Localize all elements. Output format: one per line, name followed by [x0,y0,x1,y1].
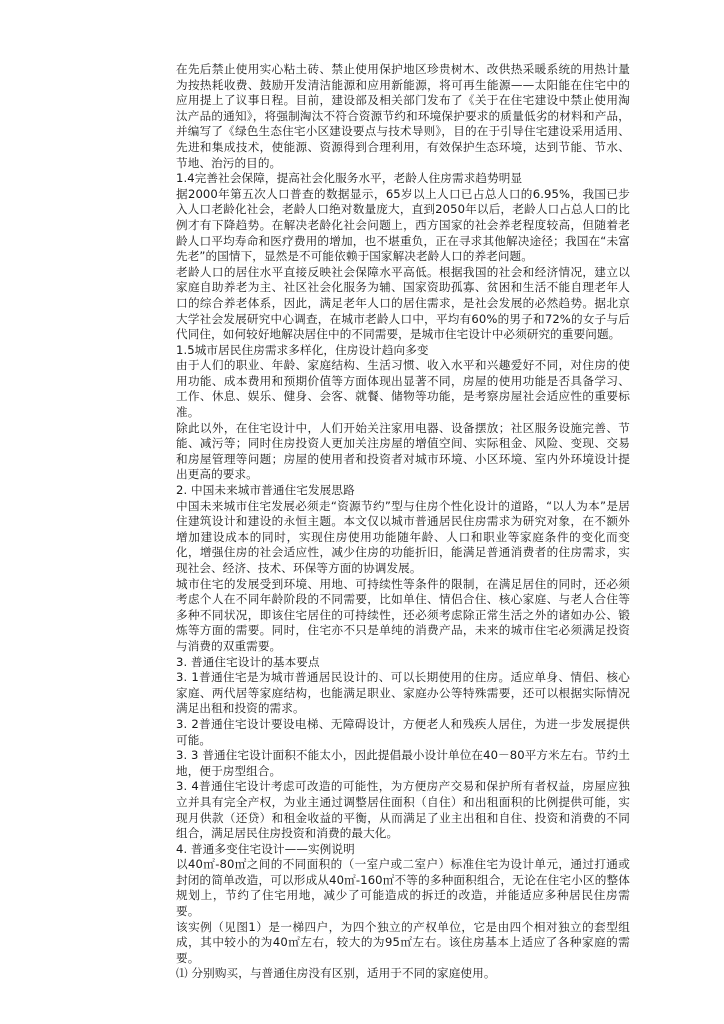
paragraph-elderly-housing: 老龄人口的居住水平直接反映社会保障水平高低。根据我国的社会和经济情况，建立以家庭自助养老为主、社区社会化服务为辅、国家资助孤寡、贫困和生活不能自理老年人口的综合养老体系，因此，满足老年人口的居住需求，是社会发展的必然趋势。据北京大学社会发展研究中心调查，在城市老龄人口中，平均有60%的男子和72%的女子与后代同住，如何较好地解决居住中的不同需要，是城市住宅设计中必须研究的重要问题。 [176,264,630,342]
paragraph-development-path: 中国未来城市住宅发展必须走“资源节约”型与住房个性化设计的道路，“以人为本”是居住建筑设计和建设的永恒主题。本文仅以城市普通居民住房需求为研究对象，在不额外增加建设成本的同时，实现住房使用功能随年龄、人口和职业等家庭条件的变化而变化，增强住房的社会适应性，减少住房的功能折旧，能满足普通消费者的住房需求，实现社会、经济、技术、环保等方面的协调发展。 [176,498,630,575]
paragraph-energy-saving: 在先后禁止使用实心粘土砖、禁止使用保护地区珍贵树木、改供热采暖系统的用热计量为按热耗收费、鼓励开发清洁能源和应用新能源，将可再生能源——太阳能在住宅中的应用提上了议事日程。目前，建设部及相关部门发布了《关于在住宅建设中禁止使用淘汰产品的通知》，将强制淘汰不符合资源节约和环境保护要求的质量低劣的材料和产品，并编写了《绿色生态住宅小区建设要点与技术导则》，目的在于引导住宅建设采用适用、先进和集成技术，使能源、资源得到合理利用，有效保护生态环境，达到节能、节水、节地、治污的目的。 [176,62,630,170]
paragraph-3-1: 3. 1普通住宅是为城市普通居民设计的、可以长期使用的住房。适应单身、情侣、核心家庭、两代居等家庭结构，也能满足职业、家庭办公等特殊需要，还可以根据实际情况满足出租和投资的需求。 [176,670,630,716]
heading-3: 3. 普通住宅设计的基本要点 [176,654,320,669]
paragraph-3-4: 3. 4普通住宅设计考虑可改造的可能性，为方便房产交易和保护所有者权益，房屋应独立并具有完全产权，为业主通过调整居住面积（自住）和出租面积的比例提供可能，实现月供款（还贷）和租金收益的平衡，从而满足了业主出租和自住、投资和消费的不同组合，满足居民住房投资和消费的最大化。 [176,779,630,841]
paragraph-census-aging: 据2000年第五次人口普查的数据显示，65岁以上人口已占总人口的6.95%，我国已步入人口老龄化社会，老龄人口绝对数量庞大，直到2050年以后，老龄人口占总人口的比例才有下降趋势。在解决老龄化社会问题上，西方国家的社会养老程度较高，但随着老龄人口平均寿命和医疗费用的增加，也不堪重负，正在寻求其他解决途径；我国在“未富先老”的国情下，显然是不可能依赖于国家解决老龄人口的养老问题。 [176,186,630,264]
heading-1-4: 1.4完善社会保障，提高社会化服务水平，老龄人住房需求趋势明显 [176,171,523,186]
paragraph-design-concerns: 除此以外，在住宅设计中，人们开始关注家用电器、设备摆放；社区服务设施完善、节能、减污等；同时住房投资人更加关注房屋的增值空间、实际租金、风险、变现、交易和房屋管理等问题；房屋的使用者和投资者对城市环境、小区环境、室内外环境设计提出更高的要求。 [176,420,630,482]
paragraph-example: 该实例（见图1）是一梯四户，为四个独立的产权单位，它是由四个相对独立的套型组成，其中较小的为40㎡左右，较大的为95㎡左右。该住房基本上适应了各种家庭的需要。 [176,919,630,965]
paragraph-design-unit: 以40㎡-80㎡之间的不同面积的（一室户或二室户）标准住宅为设计单元，通过打通或封闭的简单改造，可以形成从40㎡-160㎡不等的多种面积组合，无论在住宅小区的整体规划上，节约了住宅用地，减少了可能造成的拆迁的改造，并能适应多种居民住房需要。 [176,857,630,919]
document-body [176,62,630,982]
paragraph-3-3: 3. 3 普通住宅设计面积不能太小，因此提倡最小设计单位在40－80平方米左右。节约土地，便于房型组合。 [176,748,630,778]
heading-2: 2. 中国未来城市普通住宅发展思路 [176,483,355,498]
paragraph-3-2: 3. 2普通住宅设计要设电梯、无障碍设计，方便老人和残疾人居住，为进一步发展提供可能。 [176,716,630,747]
paragraph-housing-functions: 由于人们的职业、年龄、家庭结构、生活习惯、收入水平和兴趣爱好不同，对住房的使用功能、成本费用和预期价值等方面体现出显著不同，房屋的使用功能是否具备学习、工作、休息、娱乐、健身、会客、就餐、储物等功能，是考察房屋社会适应性的重要标准。 [176,358,630,420]
heading-4: 4. 普通多变住宅设计——实例说明 [176,841,355,856]
paragraph-constraints: 城市住宅的发展受到环境、用地、可持续性等条件的限制，在满足居住的同时，还必须考虑个人在不同年龄阶段的不同需要，比如单住、情侣合住、核心家庭、与老人合住等多种不同状况，即该住宅居住的可持续性，还必须考虑除正常生活之外的诸如办公、锻炼等方面的需要。同时，住宅亦不只是单纯的消费产品，未来的城市住宅必须满足投资与消费的双重需要。 [176,576,630,653]
heading-1-5: 1.5城市居民住房需求多样化，住房设计趋向多变 [176,342,429,357]
paragraph-list-item-1: ⑴ 分别购买，与普通住房没有区别，适用于不同的家庭使用。 [176,966,496,981]
